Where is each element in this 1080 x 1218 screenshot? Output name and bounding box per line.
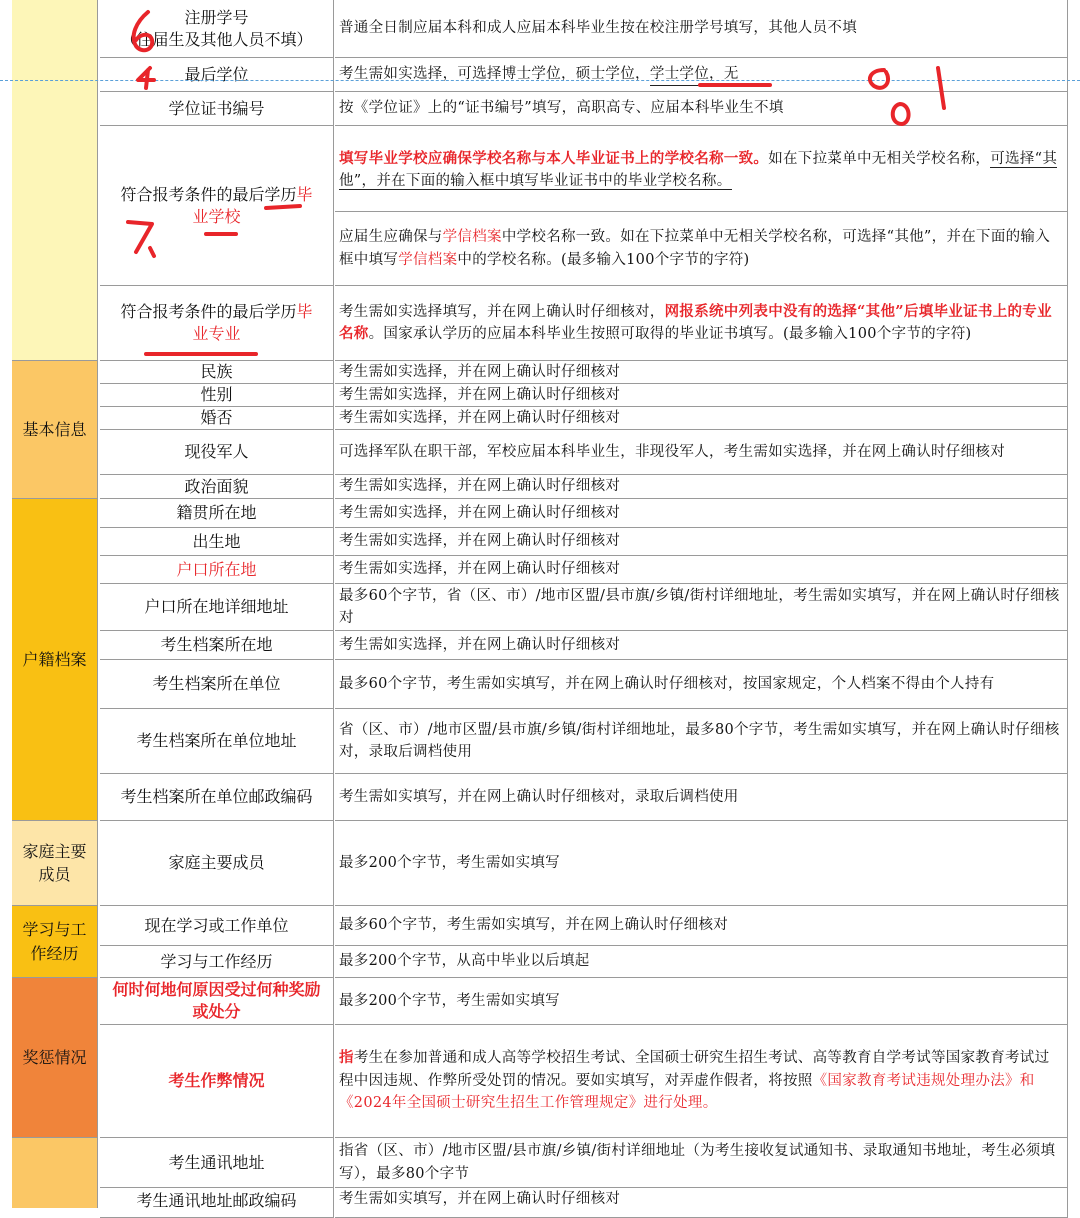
category-blank-top	[12, 0, 98, 361]
label-political: 政治面貌	[100, 475, 334, 499]
category-household	[12, 499, 98, 821]
category-label: 家庭主要成员	[22, 841, 87, 884]
content-student-id	[335, 0, 1068, 58]
category-label: 户籍档案	[22, 649, 87, 669]
label-degree-cert	[100, 92, 334, 126]
label-archive-unit: 考生档案所在单位	[100, 660, 334, 709]
content-study-history: 最多200个字节，从高中毕业以后填起	[335, 946, 1068, 978]
label-native-place: 籍贯所在地	[100, 499, 334, 528]
label-ethnicity: 民族	[100, 361, 334, 384]
content-reward: 最多200个字节，考生需如实填写	[335, 978, 1068, 1025]
category-label: 基本信息	[22, 419, 87, 439]
label-archive-place: 考生档案所在地	[100, 631, 334, 660]
content-gender: 考生需如实选择，并在网上确认时仔细核对	[335, 384, 1068, 407]
content-archive-unit-address: 省（区、市）/地市区盟/县市旗/乡镇/街村详细地址，最多80个字节，考生需如实填写，并在网上确认时仔细核对，录取后调档使用	[335, 709, 1068, 774]
content-political: 考生需如实选择，并在网上确认时仔细核对	[335, 475, 1068, 499]
label-grad-school	[100, 126, 334, 286]
label-cheating: 考生作弊情况	[100, 1025, 334, 1138]
content-grad-major	[335, 286, 1068, 361]
label-text: 符合报考条件的最后学历毕 业专业	[120, 302, 313, 343]
guide-line	[0, 80, 1080, 81]
label-last-degree	[100, 58, 334, 92]
category-study	[12, 906, 98, 978]
content-archive-place: 考生需如实选择，并在网上确认时仔细核对	[335, 631, 1068, 660]
label-study-history: 学习与工作经历	[100, 946, 334, 978]
content-text: 按《学位证》上的“证书编号”填写，高职高专、应届本科毕业生不填	[339, 100, 784, 117]
content-marital: 考生需如实选择，并在网上确认时仔细核对	[335, 407, 1068, 430]
content-text: 填写毕业学校应确保学校名称与本人毕业证书上的学校名称一致。如在下拉菜单中无相关学校名称，可选择“其他”，并在下面的输入框中填写毕业证书中的毕业学校名称。	[339, 150, 1058, 190]
content-grad-school-2	[335, 212, 1068, 286]
category-blank-bottom	[12, 1138, 98, 1208]
label-hukou-address: 户口所在地详细地址	[100, 584, 334, 631]
label-mail-address: 考生通讯地址	[100, 1138, 334, 1188]
label-archive-zip: 考生档案所在单位邮政编码	[100, 774, 334, 821]
label-text: 学位证书编号	[168, 98, 265, 118]
label-text: 注册学号 （往届生及其他人员不填）	[120, 7, 313, 49]
content-last-degree	[335, 58, 1068, 92]
content-text: 考生需如实选择填写，并在网上确认时仔细核对，网报系统中列表中没有的选择“其他”后填毕业证书上的专业名称。国家承认学历的应届本科毕业生按照可取得的毕业证书填写。(最多输入100个字节的字符)	[339, 302, 1052, 342]
label-current-unit: 现在学习或工作单位	[100, 906, 334, 946]
label-gender: 性别	[100, 384, 334, 407]
content-ethnicity: 考生需如实选择，并在网上确认时仔细核对	[335, 361, 1068, 384]
content-hukou-address: 最多60个字节，省（区、市）/地市区盟/县市旗/乡镇/街村详细地址，考生需如实填写，并在网上确认时仔细核对	[335, 584, 1068, 631]
content-hukou: 考生需如实选择，并在网上确认时仔细核对	[335, 556, 1068, 584]
content-text: 考生需如实选择，可选择博士学位，硕士学位，	[339, 66, 650, 83]
content-text: 应届生应确保与学信档案中学校名称一致。如在下拉菜单中无相关学校名称，可选择“其他”，并在下面的输入框中填写学信档案中的学校名称。(最多输入100个字节的字符)	[339, 229, 1051, 268]
content-birthplace: 考生需如实选择，并在网上确认时仔细核对	[335, 528, 1068, 556]
label-student-id	[100, 0, 334, 58]
category-label: 奖惩情况	[22, 1047, 87, 1067]
label-text: 符合报考条件的最后学历毕 业学校	[120, 184, 313, 226]
content-cheating	[335, 1025, 1068, 1138]
label-birthplace: 出生地	[100, 528, 334, 556]
content-text: 指考生在参加普通和成人高等学校招生考试、全国硕士研究生招生考试、高等教育自学考试等国家教育考试过程中因违规、作弊所受处罚的情况。要如实填写，对弄虚作假者，将按照《国家教育考试违规处理办法》和《2024年全国硕士研究生招生工作管理规定》进行处理。	[339, 1049, 1050, 1112]
label-reward: 何时何地何原因受过何种奖励或处分	[100, 978, 334, 1025]
label-mail-zip: 考生通讯地址邮政编码	[100, 1188, 334, 1218]
label-archive-unit-address: 考生档案所在单位地址	[100, 709, 334, 774]
content-archive-unit: 最多60个字节，考生需如实填写，并在网上确认时仔细核对，按国家规定，个人档案不得由个人持有	[335, 660, 1068, 709]
content-text: ，无	[709, 66, 739, 83]
content-degree-cert	[335, 92, 1068, 126]
content-native-place: 考生需如实选择，并在网上确认时仔细核对	[335, 499, 1068, 528]
content-archive-zip: 考生需如实填写，并在网上确认时仔细核对，录取后调档使用	[335, 774, 1068, 821]
label-military: 现役军人	[100, 430, 334, 475]
label-marital: 婚否	[100, 407, 334, 430]
content-military: 可选择军队在职干部，军校应届本科毕业生，非现役军人，考生需如实选择，并在网上确认时仔细核对	[335, 430, 1068, 475]
content-current-unit: 最多60个字节，考生需如实填写，并在网上确认时仔细核对	[335, 906, 1068, 946]
category-label: 学习与工作经历	[22, 920, 87, 963]
category-basic-info	[12, 361, 98, 499]
label-hukou: 户口所在地	[100, 556, 334, 584]
content-text: 普通全日制应届本科和成人应届本科毕业生按在校注册学号填写，其他人员不填	[339, 20, 857, 37]
content-family: 最多200个字节，考生需如实填写	[335, 821, 1068, 906]
content-grad-school-1	[335, 126, 1068, 212]
label-family: 家庭主要成员	[100, 821, 334, 906]
content-mail-address: 指省（区、市）/地市区盟/县市旗/乡镇/街村详细地址（为考生接收复试通知书、录取通知书地址，考生必须填写），最多80个字节	[335, 1138, 1068, 1188]
content-mail-zip: 考生需如实填写，并在网上确认时仔细核对	[335, 1188, 1068, 1218]
category-reward	[12, 978, 98, 1138]
category-family	[12, 821, 98, 906]
label-grad-major	[100, 286, 334, 361]
label-text: 最后学位	[184, 64, 249, 84]
content-text-underlined: 学士学位	[650, 63, 709, 86]
